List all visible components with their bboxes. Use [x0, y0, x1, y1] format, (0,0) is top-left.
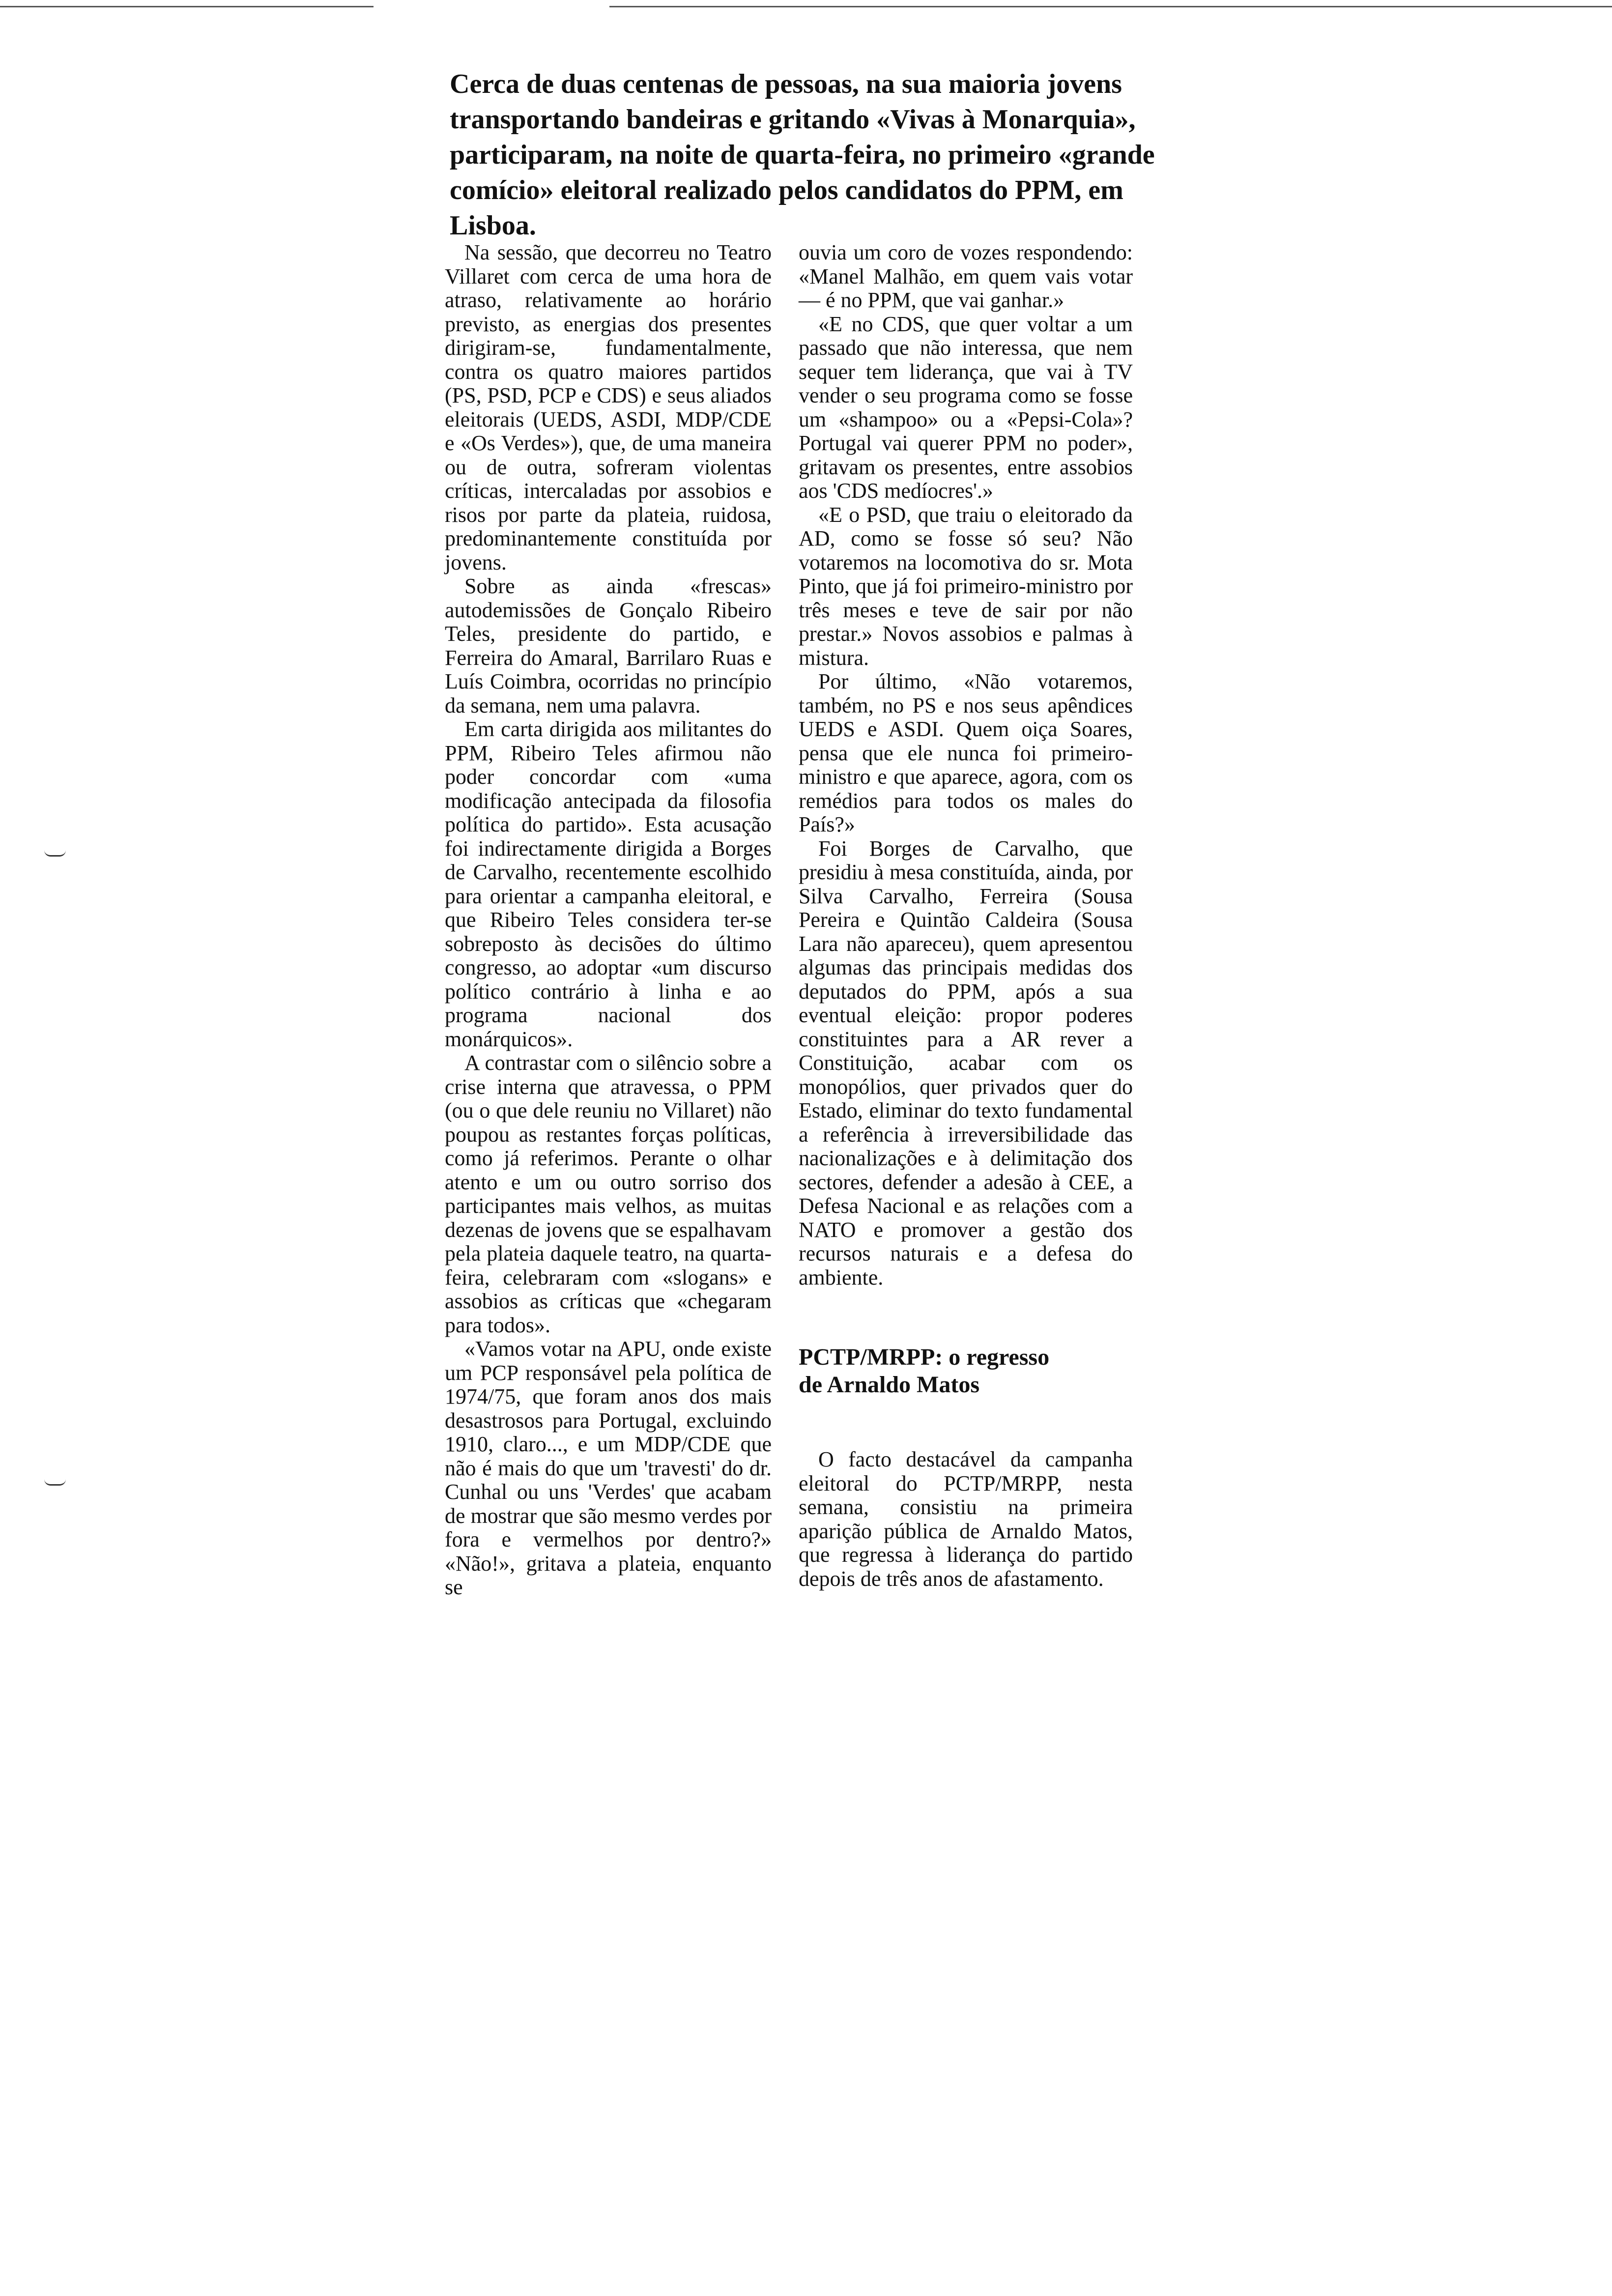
paragraph: Na sessão, que decorreu no Teatro Villaret com cerca de uma hora de atraso, relativamente ao horário previsto, as energias dos presentes dirigiram-se, fundamentalmente, contra os quatro maiores partidos (PS, PSD, PCP e CDS) e seus aliados eleitorais (UEDS, ASDI, MDP/CDE e «Os Verdes»), que, de uma maneira ou de outra, sofreram violentas críticas, intercaladas por assobios e risos por parte da plateia, ruidosa, predominantemente constituída por jovens.: [445, 240, 772, 574]
paragraph: Em carta dirigida aos militantes do PPM, Ribeiro Teles afirmou não poder concordar com «uma modificação antecipada da filosofia política do partido». Esta acusação foi indirectamente dirigida a Borges de Carvalho, recentemente escolhido para orientar a campanha eleitoral, e que Ribeiro Teles considera ter-se sobreposto às decisões do último congresso, ao adoptar «um discurso político contrário à linha e ao programa nacional dos monárquicos».: [445, 717, 772, 1051]
top-rule-right: [609, 6, 1612, 7]
article-column-right: [799, 241, 1133, 1591]
paragraph: «E no CDS, que quer voltar a um passado que não interessa, que nem sequer tem liderança, que vai à TV vender o seu programa como se fosse um «shampoo» ou a «Pepsi-Cola»? Portugal vai querer PPM no poder», gritavam os presentes, entre assobios aos 'CDS medíocres'.»: [799, 312, 1133, 503]
lead-paragraph: Cerca de duas centenas de pessoas, na sua maioria jovens transportando bandeiras e gritando «Vivas à Monarquia», participaram, na noite de quarta-feira, no primeiro «grande comício» eleitoral realizado pelos candidatos do PPM, em Lisboa.: [450, 69, 1155, 241]
article-column-left: [445, 241, 772, 1600]
paragraph: Por último, «Não votaremos, também, no PS e nos seus apêndices UEDS e ASDI. Quem oiça Soares, pensa que ele nunca foi primeiro-ministro e que aparece, agora, com os remédios para todos os males do País?»: [799, 669, 1133, 836]
paragraph: O facto destacável da campanha eleitoral do PCTP/MRPP, nesta semana, consistiu na primeira aparição pública de Arnaldo Matos, que regressa à liderança do partido depois de três anos de afastamento.: [799, 1447, 1133, 1591]
paragraph: A contrastar com o silêncio sobre a crise interna que atravessa, o PPM (ou o que dele reuniu no Villaret) não poupou as restantes forças políticas, como já referimos. Perante o olhar atento e um ou outro sorriso dos participantes mais velhos, as muitas dezenas de jovens que se espalhavam pela plateia daquele teatro, na quarta-feira, celebraram com «slogans» e assobios as críticas que «chegaram para todos».: [445, 1051, 772, 1337]
section-heading-line: PCTP/MRPP: o regresso: [799, 1344, 1050, 1370]
section-heading: [799, 1344, 1133, 1399]
paragraph: Foi Borges de Carvalho, que presidiu à mesa constituída, ainda, por Silva Carvalho, Ferreira (Sousa Pereira e Quintão Caldeira (Sousa Lara não apareceu), quem apresentou algumas das principais medidas dos deputados do PPM, após a sua eventual eleição: propor poderes constituintes para a AR rever a Constituição, acabar com os monopólios, quer privados quer do Estado, eliminar do texto fundamental a referência à irreversibilidade das nacionalizações e à delimitação dos sectores, defender a adesão à CEE, a Defesa Nacional e as relações com a NATO e promover a gestão dos recursos naturais e a defesa do ambiente.: [799, 836, 1133, 1290]
top-rule-left: [0, 6, 374, 7]
margin-mark: [44, 850, 66, 857]
paragraph: «Vamos votar na APU, onde existe um PCP responsável pela política de 1974/75, que foram anos dos mais desastrosos para Portugal, excluindo 1910, claro..., e um MDP/CDE que não é mais do que um 'travesti' do dr. Cunhal ou uns 'Verdes' que acabam de mostrar que são mesmo verdes por fora e vermelhos por dentro?» «Não!», gritava a plateia, enquanto se: [445, 1337, 772, 1599]
margin-mark: [44, 1479, 66, 1486]
section-heading-line: de Arnaldo Matos: [799, 1372, 980, 1398]
paragraph: ouvia um coro de vozes respondendo: «Manel Malhão, em quem vais votar — é no PPM, que vai ganhar.»: [799, 240, 1133, 312]
paragraph: «E o PSD, que traiu o eleitorado da AD, como se fosse só seu? Não votaremos na locomotiva do sr. Mota Pinto, que já foi primeiro-ministro por três meses e teve de sair por não prestar.» Novos assobios e palmas à mistura.: [799, 502, 1133, 670]
paragraph: Sobre as ainda «frescas» autodemissões de Gonçalo Ribeiro Teles, presidente do partido, e Ferreira do Amaral, Barrilaro Ruas e Luís Coimbra, ocorridas no princípio da semana, nem uma palavra.: [445, 574, 772, 718]
